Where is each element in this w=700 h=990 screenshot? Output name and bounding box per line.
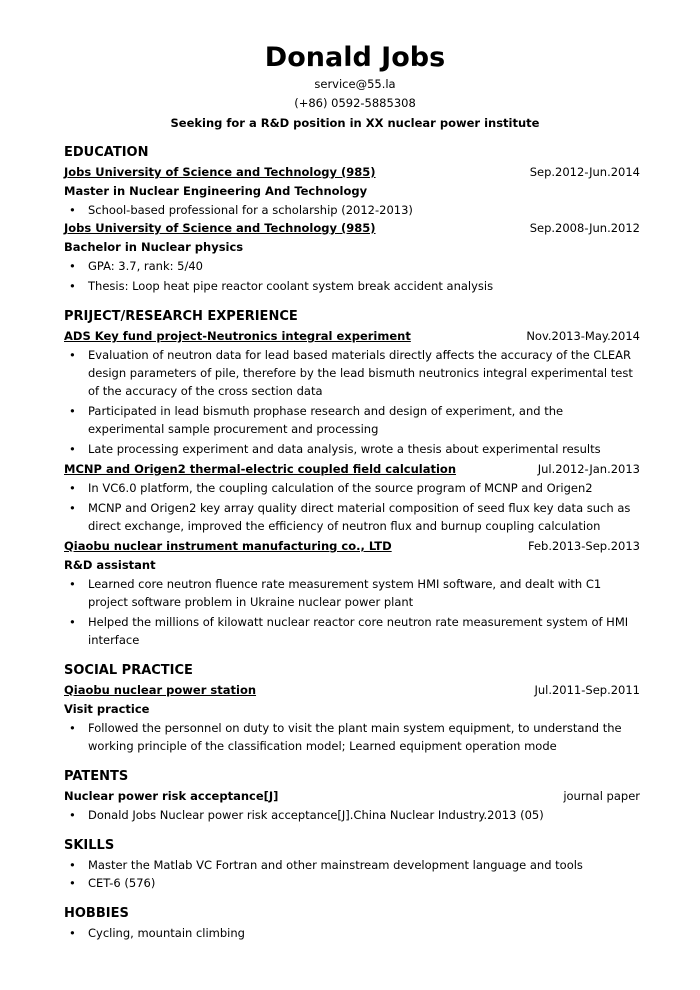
entry-date: Jul.2011-Sep.2011 [534, 683, 640, 697]
project-entry-header [64, 537, 640, 556]
bullet-icon: • [69, 279, 76, 293]
list-item-text: Participated in lead bismuth prophase research and design of experiment, and the experimental sample procurement and processing [88, 404, 564, 436]
list-item-text: Late processing experiment and data analysis, wrote a thesis about experimental results [88, 442, 601, 456]
list-item [64, 499, 640, 535]
bullet-list [64, 856, 640, 892]
bullet-list [64, 479, 640, 535]
section-title-education: EDUCATION [64, 145, 149, 160]
list-item-text: GPA: 3.7, rank: 5/40 [88, 259, 203, 273]
list-item-text: Helped the millions of kilowatt nuclear reactor core neutron rate measurement system of HMI interface [88, 615, 629, 647]
list-item-text: Master the Matlab VC Fortran and other mainstream development language and tools [88, 858, 583, 872]
bullet-icon: • [69, 876, 76, 890]
education-entry-header [64, 219, 640, 238]
project-entry-header [64, 460, 640, 479]
entry-organization: MCNP and Origen2 thermal-electric coupled field calculation [64, 462, 457, 476]
list-item-text: Cycling, mountain climbing [88, 926, 245, 940]
bullet-icon: • [69, 615, 76, 629]
list-item-text: CET-6 (576) [88, 876, 156, 890]
bullet-icon: • [69, 577, 76, 591]
patent-entry-header [64, 787, 640, 806]
section-title-social-practice: SOCIAL PRACTICE [64, 663, 193, 678]
bullet-list [64, 719, 640, 755]
list-item-text: Followed the personnel on duty to visit the plant main system equipment, to understand the working principle of the classification model; Learned equipment operation mode [88, 721, 622, 753]
entry-date: journal paper [563, 789, 640, 803]
bullet-icon: • [69, 721, 76, 735]
list-item [64, 575, 640, 611]
bullet-icon: • [69, 808, 76, 822]
bullet-list [64, 575, 640, 649]
entry-date: Sep.2012-Jun.2014 [529, 165, 640, 179]
entry-role: Bachelor in Nuclear physics [64, 240, 244, 254]
bullet-list [64, 257, 640, 295]
entry-role: Visit practice [64, 702, 150, 716]
list-item [64, 346, 640, 400]
list-item [64, 402, 640, 438]
list-item [64, 277, 640, 295]
bullet-icon: • [69, 926, 76, 940]
bullet-list [64, 806, 640, 824]
section-title-hobbies: HOBBIES [64, 906, 129, 921]
section-title-skills: SKILLS [64, 838, 115, 853]
list-item [64, 201, 640, 219]
entry-date: Feb.2013-Sep.2013 [527, 539, 640, 553]
entry-date: Jul.2012-Jan.2013 [537, 462, 640, 476]
bullet-icon: • [69, 404, 76, 418]
entry-organization: Qiaobu nuclear instrument manufacturing co., LTD [64, 539, 392, 553]
entry-organization: ADS Key fund project-Neutronics integral experiment [64, 329, 411, 343]
bullet-icon: • [69, 442, 76, 456]
bullet-list [64, 346, 640, 458]
bullet-icon: • [69, 858, 76, 872]
bullet-icon: • [69, 501, 76, 515]
list-item [64, 806, 640, 824]
contact-phone: (+86) 0592-5885308 [294, 96, 416, 110]
entry-date: Nov.2013-May.2014 [526, 329, 640, 343]
social-entry-header [64, 681, 640, 700]
list-item [64, 440, 640, 458]
list-item [64, 719, 640, 755]
list-item [64, 856, 640, 874]
entry-organization: Jobs University of Science and Technology (985) [64, 165, 376, 179]
contact-email: service@55.la [314, 77, 396, 91]
list-item-text: In VC6.0 platform, the coupling calculation of the source program of MCNP and Origen2 [88, 481, 593, 495]
bullet-icon: • [69, 259, 76, 273]
list-item-text: Donald Jobs Nuclear power risk acceptance[J].China Nuclear Industry.2013 (05) [88, 808, 544, 822]
list-item [64, 479, 640, 497]
list-item-text: Evaluation of neutron data for lead based materials directly affects the accuracy of the CLEAR design parameters of pile, therefore by the lead bismuth neutronics integral experimental test of the accuracy of the cross section data [88, 348, 633, 398]
entry-organization: Qiaobu nuclear power station [64, 683, 257, 697]
section-title-projects: PRIJECT/RESEARCH EXPERIENCE [64, 309, 298, 324]
list-item-text: Learned core neutron fluence rate measurement system HMI software, and dealt with C1 project software problem in Ukraine nuclear power plant [88, 577, 602, 609]
list-item [64, 924, 640, 942]
section-title-patents: PATENTS [64, 769, 129, 784]
list-item [64, 874, 640, 892]
bullet-icon: • [69, 348, 76, 362]
bullet-list [64, 201, 640, 219]
list-item-text: MCNP and Origen2 key array quality direct material composition of seed flux key data such as direct exchange, improved the efficiency of neutron flux and burnup coupling calculation [88, 501, 631, 533]
entry-role: Master in Nuclear Engineering And Technology [64, 184, 368, 198]
list-item [64, 613, 640, 649]
list-item-text: Thesis: Loop heat pipe reactor coolant system break accident analysis [88, 279, 494, 293]
bullet-list [64, 924, 640, 942]
education-entry-header [64, 163, 640, 182]
entry-organization: Jobs University of Science and Technology (985) [64, 221, 376, 235]
entry-organization: Nuclear power risk acceptance[J] [64, 789, 279, 803]
career-objective: Seeking for a R&D position in XX nuclear power institute [170, 116, 540, 130]
entry-role: R&D assistant [64, 558, 156, 572]
candidate-name: Donald Jobs [264, 42, 446, 73]
list-item [64, 257, 640, 275]
project-entry-header [64, 327, 640, 346]
entry-date: Sep.2008-Jun.2012 [529, 221, 640, 235]
bullet-icon: • [69, 203, 76, 217]
bullet-icon: • [69, 481, 76, 495]
list-item-text: School-based professional for a scholarship (2012-2013) [88, 203, 413, 217]
